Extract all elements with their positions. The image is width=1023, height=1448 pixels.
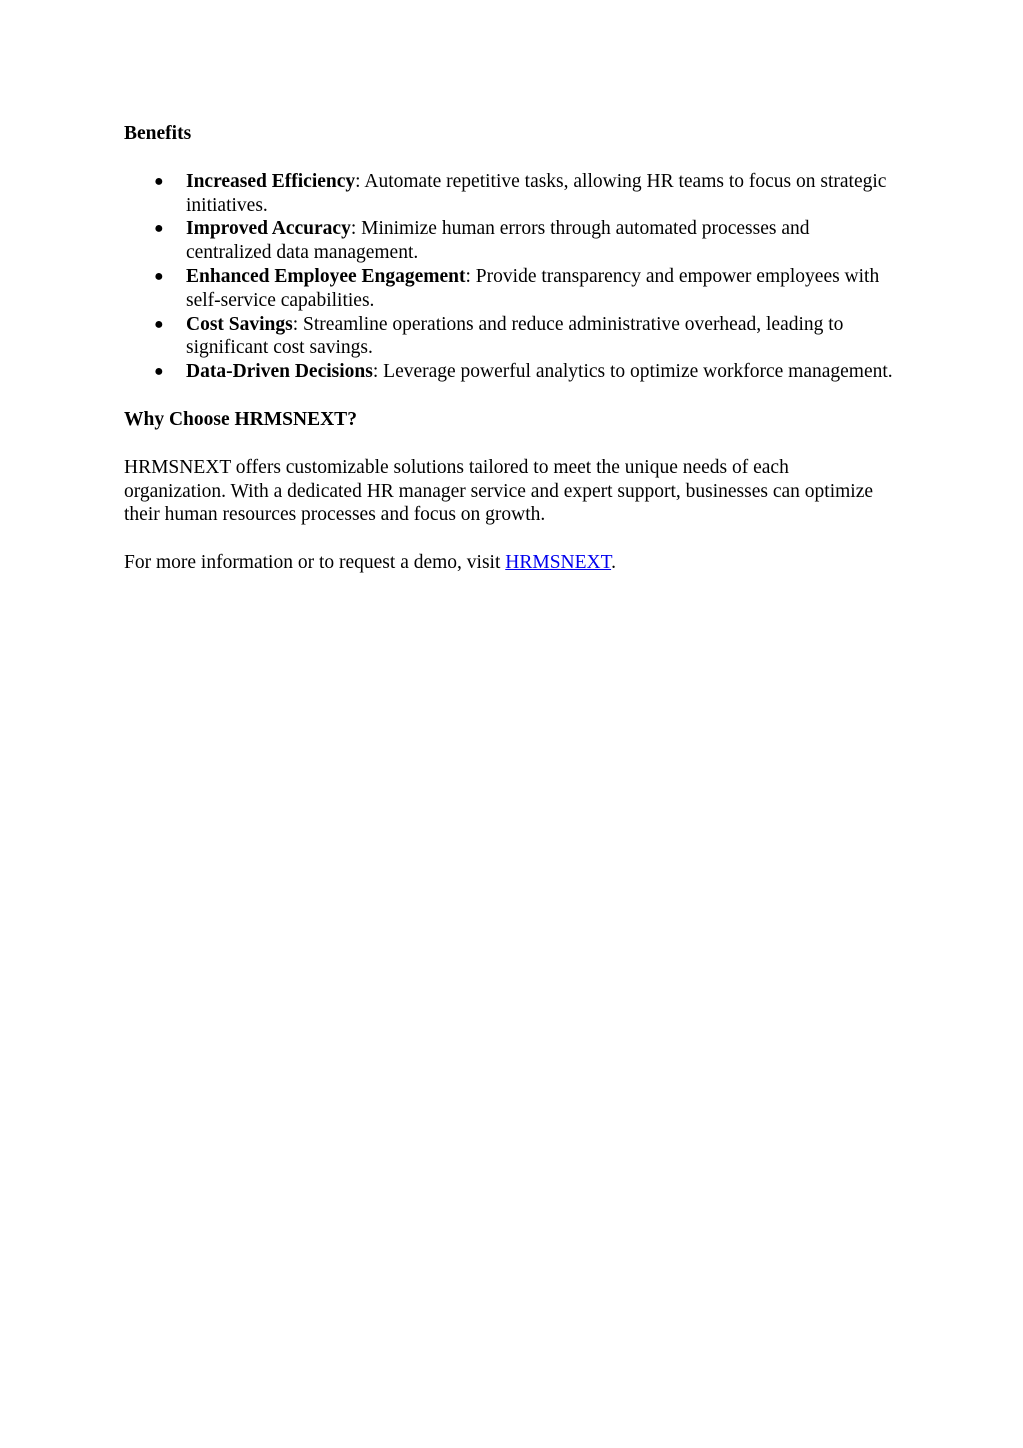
- benefit-term: Cost Savings: [186, 313, 293, 335]
- bullet-icon: ●: [154, 220, 164, 238]
- why-choose-heading: Why Choose HRMSNEXT?: [124, 408, 357, 430]
- bullet-icon: ●: [154, 267, 164, 285]
- cta-paragraph: [124, 551, 894, 575]
- bullet-icon: ●: [154, 363, 164, 381]
- bullet-icon: ●: [154, 315, 164, 333]
- cta-suffix: .: [611, 552, 616, 574]
- benefit-description: : Automate repetitive tasks, allowing HR teams to focus on strategic initiatives.: [186, 170, 887, 216]
- benefits-list: [124, 170, 894, 384]
- benefit-description: : Leverage powerful analytics to optimize workforce management.: [372, 361, 893, 383]
- benefits-heading: Benefits: [124, 123, 192, 144]
- benefit-description: : Streamline operations and reduce administrative overhead, leading to significant cost savings.: [186, 313, 844, 359]
- document-page: [124, 122, 894, 575]
- why-choose-paragraph: HRMSNEXT offers customizable solutions tailored to meet the unique needs of each organization. With a dedicated HR manager service and expert support, businesses can optimize their human resources processes and focus on growth.: [124, 456, 874, 526]
- list-item: [124, 265, 894, 313]
- benefit-description: : Provide transparency and empower employees with self-service capabilities.: [186, 265, 880, 311]
- benefit-description: : Minimize human errors through automated processes and centralized data management.: [186, 218, 810, 264]
- cta-prefix: For more information or to request a demo, visit: [124, 552, 506, 574]
- benefit-term: Enhanced Employee Engagement: [186, 265, 466, 287]
- list-item: [124, 360, 894, 384]
- benefit-term: Improved Accuracy: [186, 218, 351, 240]
- list-item: [124, 313, 894, 361]
- list-item: [124, 170, 894, 218]
- benefit-term: Data-Driven Decisions: [186, 361, 373, 383]
- hrmsnext-link[interactable]: HRMSNEXT: [505, 552, 612, 574]
- list-item: [124, 217, 894, 265]
- bullet-icon: ●: [154, 172, 164, 190]
- benefit-term: Increased Efficiency: [186, 170, 356, 192]
